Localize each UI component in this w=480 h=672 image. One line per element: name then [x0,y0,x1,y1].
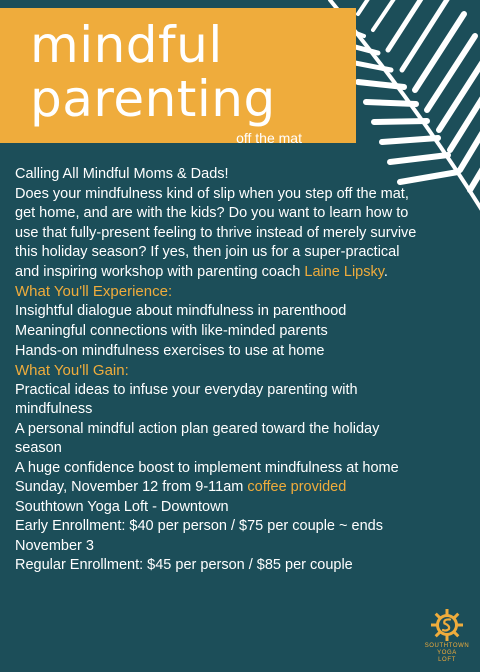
experience-heading: What You'll Experience: [15,283,173,300]
logo-line: SOUTHTOWN [424,643,470,649]
logo-text [424,643,470,664]
sun-logo-icon [431,609,463,641]
event-date [15,478,425,498]
title-line-2: parenting [30,70,276,128]
subtitle: off the mat [236,130,302,146]
gain-heading: What You'll Gain: [15,362,129,379]
early-enrollment: Early Enrollment: $40 per person / $75 per couple ~ ends November 3 [15,518,383,554]
coffee-note: coffee provided [247,479,347,495]
intro-text: Does your mindfulness kind of slip when you step off the mat, get home, and are with the kids? Do you want to learn how to use that fully-present feeling to thrive instead of merely survive this holiday season? If yes, then join us for a super-practical and inspiring workshop with parenting coach [15,185,417,280]
title-line-1: mindful [30,16,223,74]
experience-item: Meaningful connections with like-minded parents [15,323,328,339]
intro-end: . [383,263,388,280]
gain-item: Practical ideas to infuse your everyday parenting with mindfulness [15,381,358,417]
title-banner [0,8,356,146]
coach-name: Laine Lipsky [304,263,384,280]
logo-line: LOFT [438,657,456,663]
content [15,165,425,576]
gain-item: A huge confidence boost to implement mindfulness at home [15,459,399,476]
experience-item: Hands-on mindfulness exercises to use at home [15,343,325,359]
event-date-text: Sunday, November 12 from 9-11am [15,479,244,495]
event-location: Southtown Yoga Loft - Downtown [15,498,229,515]
studio-logo [424,609,470,665]
regular-enrollment: Regular Enrollment: $45 per person / $85 per couple [15,557,353,573]
intro-body [15,185,425,283]
experience-item: Insightful dialogue about mindfulness in parenthood [15,302,347,319]
intro-callout: Calling All Mindful Moms & Dads! [15,166,229,182]
gain-item: A personal mindful action plan geared toward the holiday season [15,420,380,456]
logo-line: YOGA [437,650,457,656]
